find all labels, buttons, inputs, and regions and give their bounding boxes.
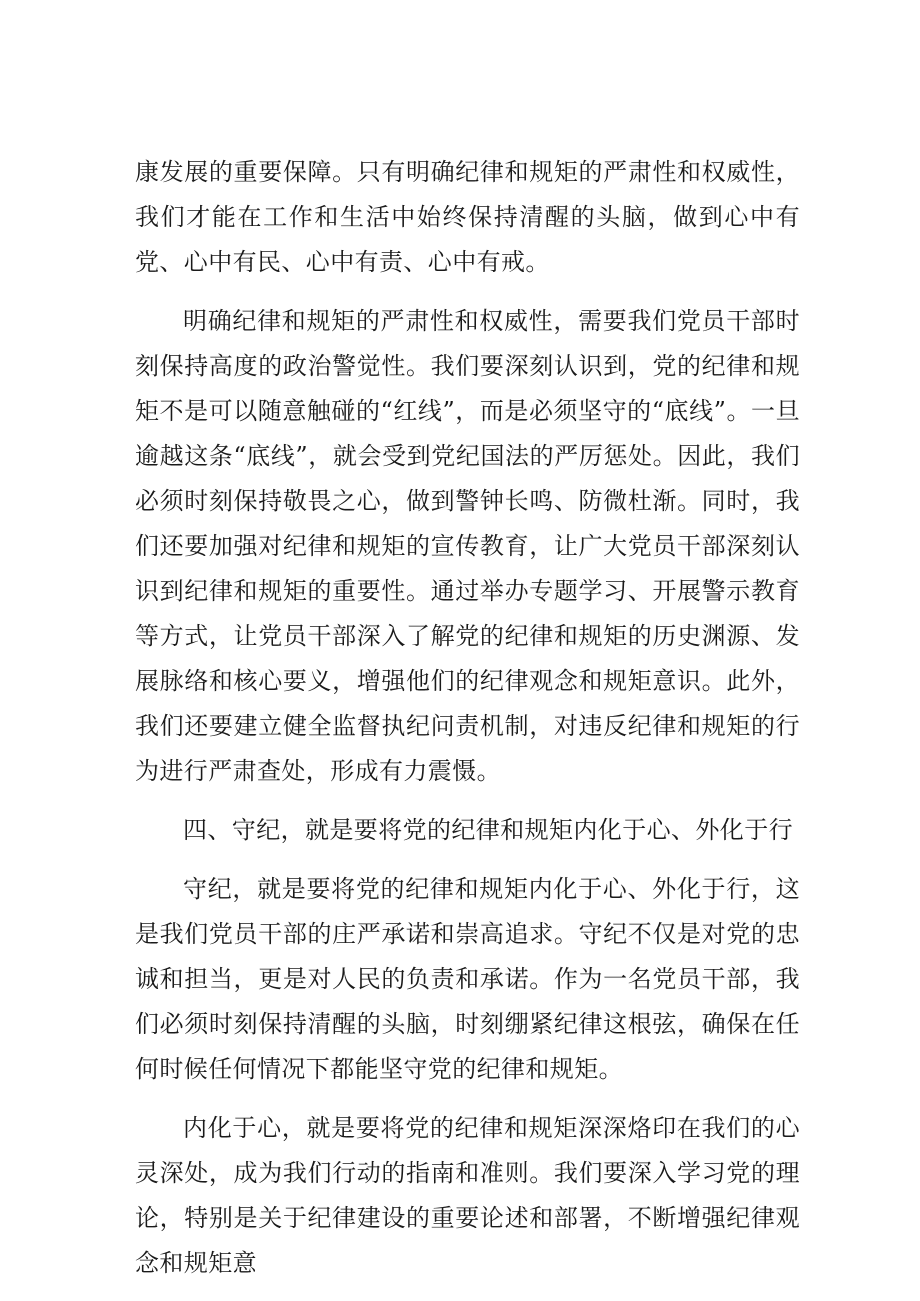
document-page (135, 150, 800, 1300)
paragraph-seriousness-authority: 明确纪律和规矩的严肃性和权威性，需要我们党员干部时刻保持高度的政治警觉性。我们要深刻认识到，党的纪律和规矩不是可以随意触碰的“红线”，而是必须坚守的“底线”。一旦逾越这条“底线”，就会受到党纪国法的严厉惩处。因此，我们必须时刻保持敬畏之心，做到警钟长鸣、防微杜渐。同时，我们还要加强对纪律和规矩的宣传教育，让广大党员干部深刻认识到纪律和规矩的重要性。通过举办专题学习、开展警示教育等方式，让党员干部深入了解党的纪律和规矩的历史渊源、发展脉络和核心要义，增强他们的纪律观念和规矩意识。此外，我们还要建立健全监督执纪问责机制，对违反纪律和规矩的行为进行严肃查处，形成有力震慑。 (135, 307, 800, 785)
paragraph-continuation: 康发展的重要保障。只有明确纪律和规矩的严肃性和权威性，我们才能在工作和生活中始终保持清醒的头脑，做到心中有党、心中有民、心中有责、心中有戒。 (135, 158, 800, 276)
paragraph-abide-discipline: 守纪，就是要将党的纪律和规矩内化于心、外化于行，这是我们党员干部的庄严承诺和崇高追求。守纪不仅是对党的忠诚和担当，更是对人民的负责和承诺。作为一名党员干部，我们必须时刻保持清醒的头脑，时刻绷紧纪律这根弦，确保在任何时候任何情况下都能坚守党的纪律和规矩。 (135, 875, 800, 1083)
section-heading-four: 四、守纪，就是要将党的纪律和规矩内化于心、外化于行 (183, 816, 793, 844)
paragraph-internalize: 内化于心，就是要将党的纪律和规矩深深烙印在我们的心灵深处，成为我们行动的指南和准则。我们要深入学习党的理论，特别是关于纪律建设的重要论述和部署，不断增强纪律观念和规矩意 (135, 1114, 800, 1277)
